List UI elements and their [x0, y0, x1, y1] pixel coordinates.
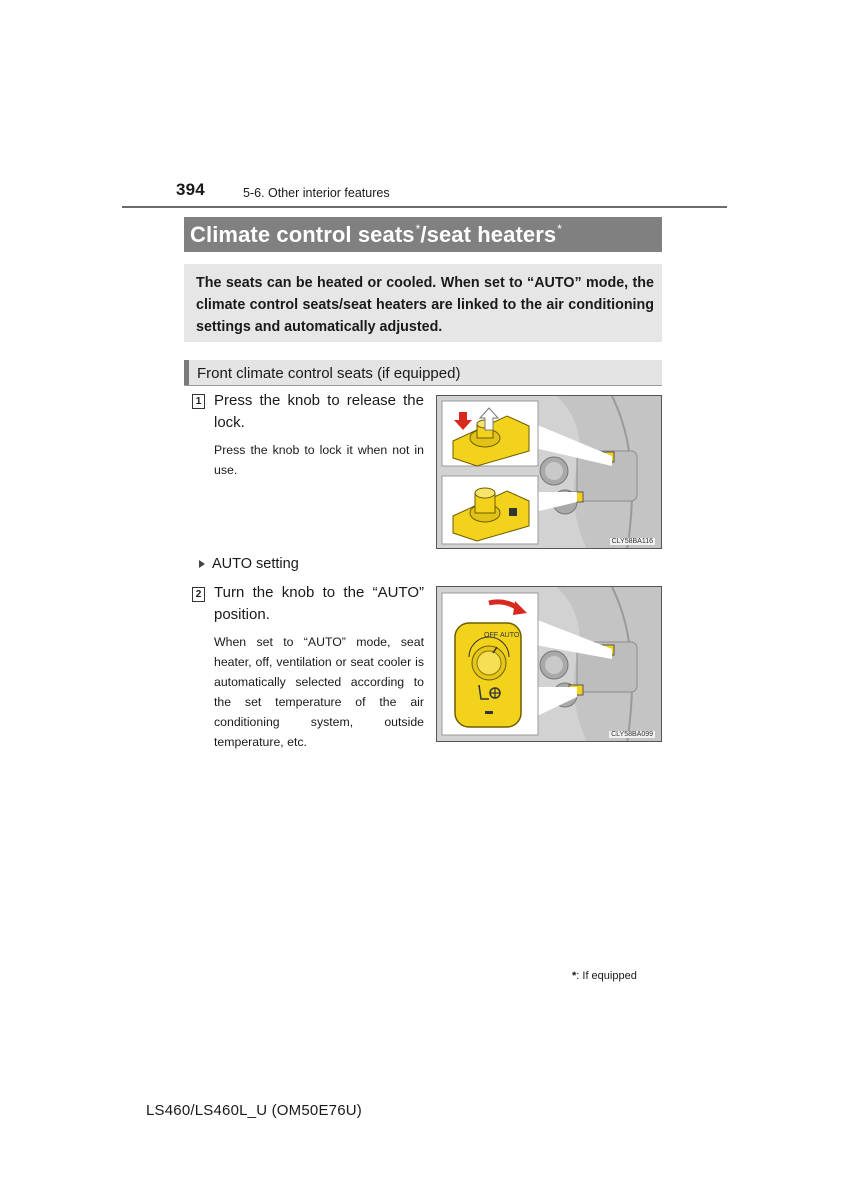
footnote-text: : If equipped [576, 970, 637, 982]
step-1-line1: Press the knob to release the [214, 392, 424, 409]
step-2-line1: Turn the knob to the “AUTO” [214, 584, 424, 601]
auto-setting-label: AUTO setting [212, 556, 299, 572]
section-label: 5-6. Other interior features [243, 186, 390, 200]
footnote [572, 970, 637, 982]
sub-heading: Front climate control seats (if equipped) [184, 360, 662, 386]
intro-box: The seats can be heated or cooled. When set to “AUTO” mode, the climate control seats/seat heaters are linked to the air conditioning settings and automatically adjusted. [184, 264, 662, 342]
step-1-note: Press the knob to lock it when not in use. [214, 443, 424, 477]
figure-code-1: CLY58BA116 [611, 538, 653, 545]
page-number: 394 [176, 180, 205, 199]
title-star-2: * [557, 222, 563, 237]
title-middle: /seat heaters [420, 221, 557, 247]
step-number-2: 2 [192, 587, 205, 602]
footnote-asterisk: * [572, 970, 577, 982]
dial-auto-label: AUTO [500, 632, 520, 639]
figure-knob-auto [436, 586, 662, 742]
header-rule [122, 206, 727, 208]
figure-knob-release [436, 395, 662, 549]
step-2-text [214, 582, 424, 626]
title-main: Climate control seats [190, 221, 415, 247]
title-star: * [415, 222, 421, 237]
knob-auto-illustration [437, 587, 662, 742]
knob-release-illustration [437, 396, 662, 549]
dial-off-label: OFF [484, 632, 498, 639]
auto-setting-row [199, 556, 299, 572]
page-title-bar [184, 217, 662, 252]
page-title [190, 222, 562, 248]
figure-code-2: CLY58BA099 [611, 731, 653, 738]
step-2-note: When set to “AUTO” mode, seat heater, off, ventilation or seat cooler is automatically selected according to the set temperature of the air conditioning system, outside temperature, etc. [214, 635, 424, 749]
triangle-bullet-icon [199, 560, 205, 568]
step-2-line2: position. [214, 606, 270, 623]
step-1-line2: lock. [214, 414, 245, 431]
sub-heading-rule [184, 385, 662, 386]
step-number-1: 1 [192, 394, 205, 409]
step-1-text [214, 390, 424, 434]
footer-model-code: LS460/LS460L_U (OM50E76U) [146, 1102, 362, 1119]
